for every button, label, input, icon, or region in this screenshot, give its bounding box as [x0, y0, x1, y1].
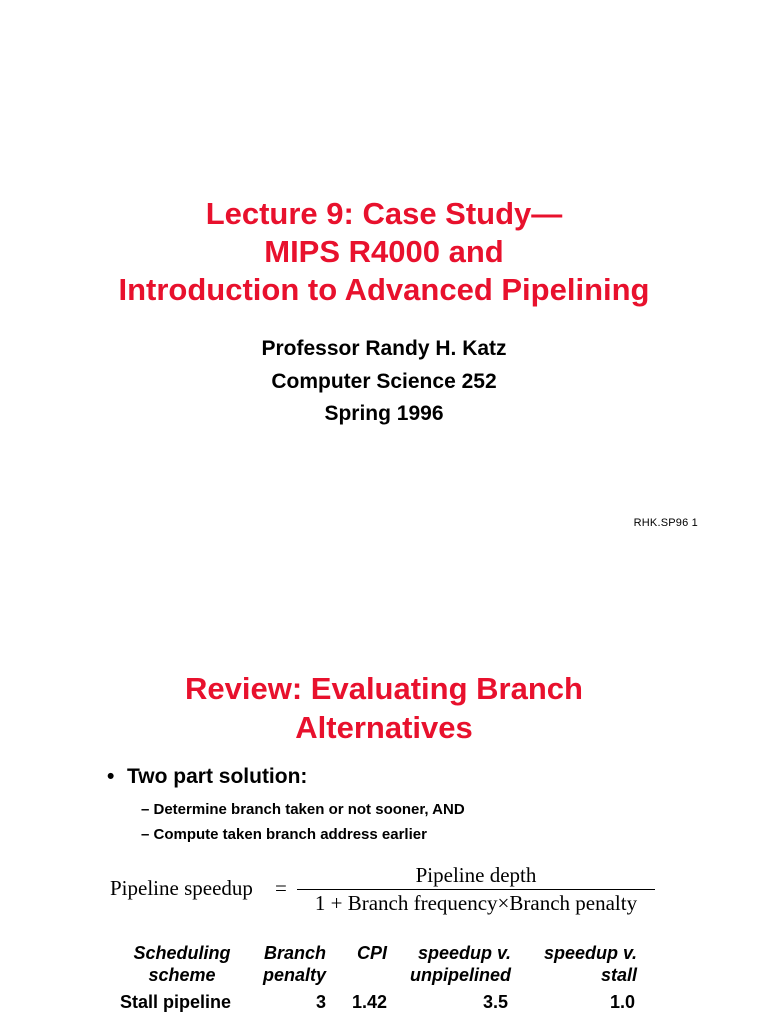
slide-footer: RHK.SP96 1: [633, 517, 698, 529]
formula-numerator: Pipeline depth: [415, 863, 537, 887]
course: Computer Science 252: [271, 369, 497, 393]
sub-bullet: – Compute taken branch address earlier: [141, 826, 427, 843]
header-line: Branch: [263, 943, 326, 963]
header-line: CPI: [356, 943, 387, 963]
sub-bullet: – Determine branch taken or not sooner, AND: [141, 801, 465, 818]
header-line: Scheduling: [133, 943, 231, 963]
slide-2: [0, 560, 768, 1024]
formula-equals: =: [275, 876, 287, 900]
column-header: [345, 942, 387, 964]
column-header: [250, 942, 326, 986]
formula-fraction: [297, 862, 655, 916]
bullet-icon: •: [107, 765, 115, 788]
column-header: [112, 942, 252, 986]
table-cell: 3.5: [482, 992, 508, 1012]
title-line: Review: Evaluating Branch: [185, 671, 583, 706]
bullet-item: [107, 765, 307, 789]
slide-1-title: [0, 195, 768, 308]
header-line: scheme: [148, 965, 216, 985]
term: Spring 1996: [324, 402, 444, 425]
bullet-text: Two part solution:: [127, 765, 308, 788]
header-line: speedup v.: [417, 943, 511, 963]
table-cell: 1.42: [351, 992, 387, 1012]
formula-denominator: 1 + Branch frequency×Branch penalty: [314, 891, 638, 915]
slide-2-title: [0, 670, 768, 748]
formula-lhs: Pipeline speedup: [110, 876, 253, 900]
title-line: Introduction to Advanced Pipelining: [118, 271, 650, 307]
header-line: unpipelined: [410, 965, 511, 985]
column-header: [525, 942, 637, 986]
column-header: [398, 942, 511, 986]
table-cell: 1.0: [609, 992, 635, 1012]
header-line: penalty: [262, 965, 326, 985]
title-line: MIPS R4000 and: [264, 233, 504, 269]
title-line: Alternatives: [295, 709, 473, 745]
author: Professor Randy H. Katz: [261, 337, 507, 360]
table-cell: 3: [315, 992, 326, 1012]
title-line: Lecture 9: Case Study—: [205, 196, 563, 231]
table-cell: Stall pipeline: [120, 992, 232, 1012]
header-line: speedup v.: [543, 943, 637, 963]
slide-1-subtitle: [0, 333, 768, 431]
header-line: stall: [600, 965, 637, 985]
